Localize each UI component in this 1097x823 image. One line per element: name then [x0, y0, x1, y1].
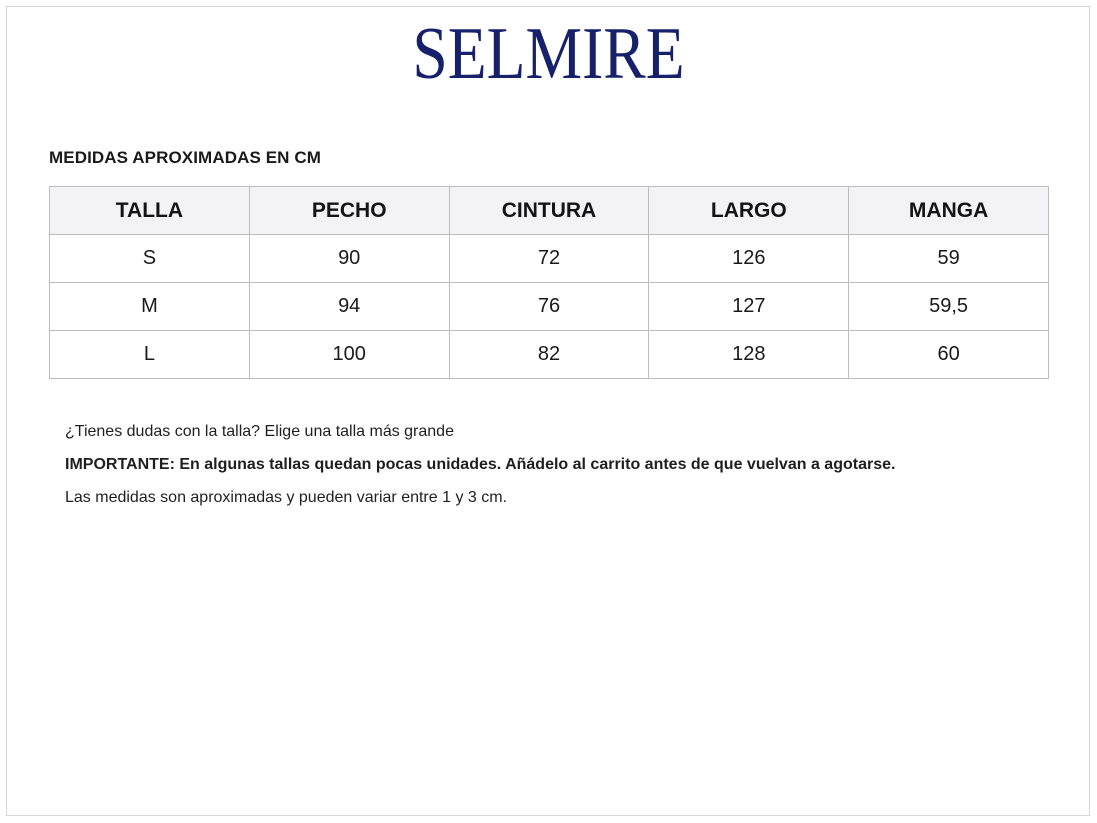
cell-cintura: 72 — [449, 235, 649, 283]
size-chart-table — [49, 186, 1049, 379]
cell-pecho: 100 — [249, 331, 449, 379]
table-row — [50, 331, 1049, 379]
measurement-disclaimer: Las medidas son aproximadas y pueden variar entre 1 y 3 cm. — [65, 489, 508, 506]
cell-talla: S — [50, 235, 250, 283]
notes-block — [65, 422, 895, 521]
page-frame — [6, 6, 1090, 816]
cell-manga: 60 — [849, 331, 1049, 379]
cell-manga: 59,5 — [849, 283, 1049, 331]
cell-largo: 126 — [649, 235, 849, 283]
table-row — [50, 283, 1049, 331]
header-largo: LARGO — [649, 187, 849, 235]
header-pecho: PECHO — [249, 187, 449, 235]
cell-largo: 127 — [649, 283, 849, 331]
cell-pecho: 94 — [249, 283, 449, 331]
section-title: MEDIDAS APROXIMADAS EN CM — [49, 148, 321, 167]
brand-logo: SELMIRE — [412, 13, 685, 95]
header-cintura: CINTURA — [449, 187, 649, 235]
table-header-row — [50, 187, 1049, 235]
header-manga: MANGA — [849, 187, 1049, 235]
important-notice: IMPORTANTE: En algunas tallas quedan pocas unidades. Añádelo al carrito antes de que vuelvan a agotarse. — [65, 456, 896, 473]
cell-largo: 128 — [649, 331, 849, 379]
cell-pecho: 90 — [249, 235, 449, 283]
cell-cintura: 82 — [449, 331, 649, 379]
cell-talla: M — [50, 283, 250, 331]
cell-talla: L — [50, 331, 250, 379]
cell-manga: 59 — [849, 235, 1049, 283]
table-row — [50, 235, 1049, 283]
size-tip-text: ¿Tienes dudas con la talla? Elige una talla más grande — [65, 423, 454, 440]
header-talla: TALLA — [50, 187, 250, 235]
cell-cintura: 76 — [449, 283, 649, 331]
